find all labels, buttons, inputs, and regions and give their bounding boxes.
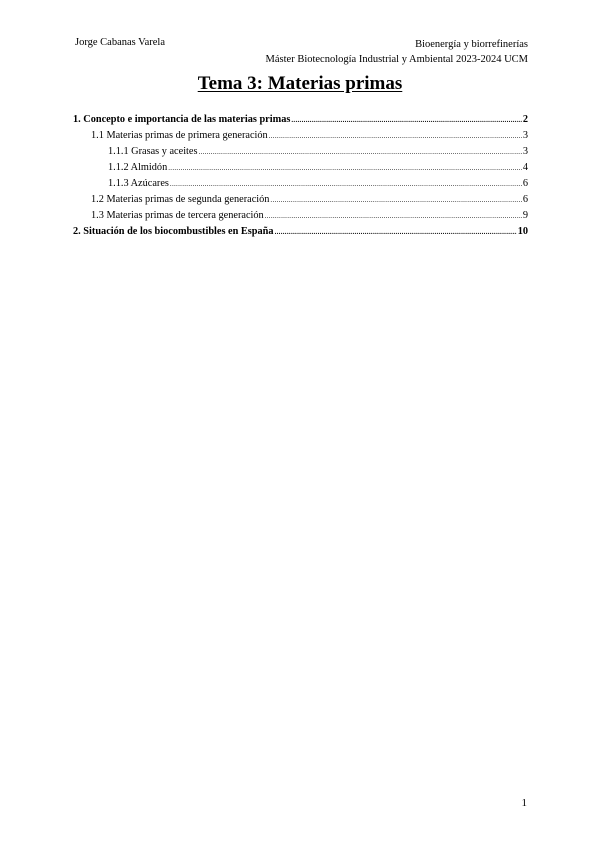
toc-entry-label: 1.2 Materias primas de segunda generación [91, 194, 270, 205]
toc-entry-page: 6 [522, 178, 528, 189]
header-author: Jorge Cabanas Varela [75, 37, 165, 48]
toc-leader-dots [170, 178, 522, 189]
table-of-contents [73, 114, 528, 242]
toc-entry-page: 3 [522, 146, 528, 157]
toc-entry-label: 1.1.2 Almidón [108, 162, 168, 173]
toc-leader-dots [269, 130, 522, 141]
toc-entry[interactable] [73, 114, 528, 130]
toc-entry-label: 1.1.3 Azúcares [108, 178, 169, 189]
toc-entry-label: 1.1 Materias primas de primera generación [91, 130, 268, 141]
page-title [0, 73, 600, 95]
toc-entry-page: 4 [522, 162, 528, 173]
toc-entry[interactable] [73, 226, 528, 242]
toc-entry-label: 1. Concepto e importancia de las materias primas [73, 114, 291, 125]
toc-entry-label: 1.1.1 Grasas y aceites [108, 146, 198, 157]
toc-entry-label: 2. Situación de los biocombustibles en España [73, 226, 274, 237]
toc-leader-dots [168, 162, 522, 173]
toc-leader-dots [199, 146, 522, 157]
toc-entry-page: 3 [522, 130, 528, 141]
toc-entry-page: 9 [522, 210, 528, 221]
toc-entry[interactable] [73, 146, 528, 162]
toc-leader-dots [291, 114, 521, 125]
toc-entry[interactable] [73, 162, 528, 178]
toc-entry-page: 6 [522, 194, 528, 205]
toc-entry-page: 10 [517, 226, 528, 237]
toc-entry[interactable] [73, 130, 528, 146]
toc-entry-page: 2 [522, 114, 528, 125]
toc-entry[interactable] [73, 210, 528, 226]
header-program: Máster Biotecnología Industrial y Ambiental 2023-2024 UCM [265, 54, 528, 65]
toc-entry[interactable] [73, 178, 528, 194]
toc-entry-label: 1.3 Materias primas de tercera generación [91, 210, 264, 221]
toc-leader-dots [275, 226, 517, 237]
toc-leader-dots [265, 210, 522, 221]
header-right [266, 37, 528, 67]
toc-entry[interactable] [73, 194, 528, 210]
page-title-text: Tema 3: Materias primas [197, 73, 403, 94]
header-course: Bioenergía y biorrefinerías [415, 39, 528, 50]
page-number: 1 [521, 797, 527, 809]
toc-leader-dots [270, 194, 521, 205]
